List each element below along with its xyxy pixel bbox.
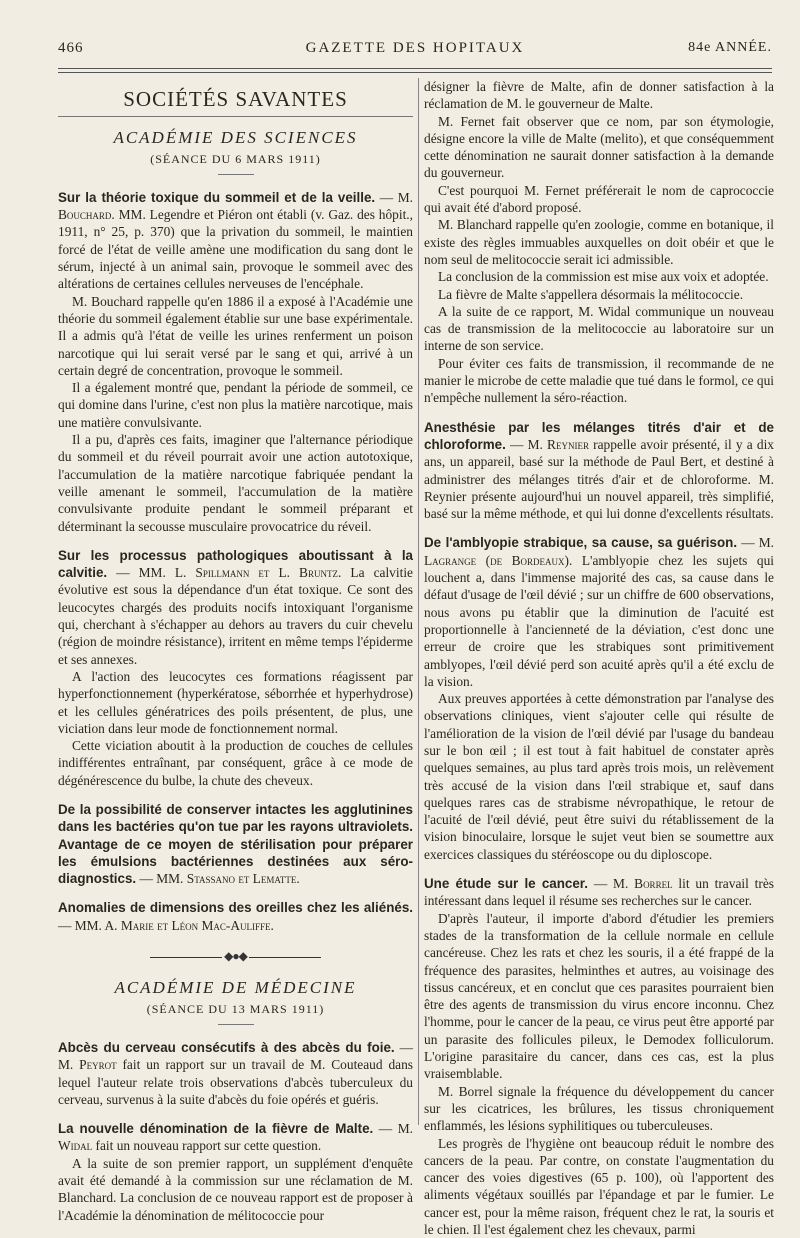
paragraph: La calvitie évolutive est sous la dépendance d'un état toxique. Ce sont des leucocytes chargés des produits nocifs intoxiquant l'organisme qui, cherchant à s'échapper au dehors au travers du cuir chevelu (région de moindre résistance), irritent en même temps l'épiderme et ses annexes. bbox=[58, 565, 413, 667]
article-author: — M. Peyrot bbox=[58, 1039, 413, 1073]
page-header bbox=[58, 40, 772, 60]
article-amblyopie bbox=[424, 534, 774, 863]
paragraph: rappelle avoir présenté, il y a dix ans, un appareil, basé sur la méthode de Paul Bert, et destiné à administrer des mélanges titrés d'air et de chloroforme. M. Reynier présente aujourd'hui un nouvel appareil, très simplifié, basé sur la même méthode, et qui lui donne d'excellents résultats. bbox=[424, 436, 775, 522]
paragraph: Pour éviter ces faits de transmission, il recommande de ne manier le microbe de cette maladie que tué dans le formol, ce qui n'empêche nullement la séro-réaction. bbox=[424, 355, 774, 406]
paragraph: désigner la fièvre de Malte, afin de donner satisfaction à la réclamation de M. le gouverneur de Malte. bbox=[424, 79, 774, 112]
article-author: — MM. Stassano et Lematte. bbox=[139, 871, 300, 887]
year-label: 84e ANNÉE. bbox=[688, 40, 772, 55]
article-heading: Sur la théorie toxique du sommeil et de la veille. bbox=[58, 189, 376, 205]
article-author: — M. Reynier bbox=[510, 436, 589, 452]
divider bbox=[218, 1024, 254, 1025]
paragraph: La conclusion de la commission est mise aux voix et adoptée. bbox=[438, 269, 769, 285]
article-author: — MM. L. Spillmann et L. Bruntz. bbox=[116, 565, 342, 581]
paragraph: L'amblyopie chez les sujets qui louchent a, dans l'immense majorité des cas, sa cause dans le défaut d'usage de l'œil dévié ; sur un chiffre de 600 observations, nous avons pu établir que la diminution de l'acuité est proportionnelle à l'ancienneté de la déviation, c'est donc une erreur de croire que les strabiques sont primitivement amblyopes, l'œil dévié perd son acuité après qu'il a été exclu de la vision. bbox=[424, 552, 774, 689]
divider bbox=[218, 174, 254, 175]
article-calvitie bbox=[58, 547, 413, 789]
article-heading: La nouvelle dénomination de la fièvre de Malte. bbox=[58, 1121, 374, 1137]
paragraph: MM. Legendre et Piéron ont établi (v. Gaz. des hôpit., 1911, n° 25, p. 370) que la privation du sommeil, le maintien forcé de l'état de veille amène une modification du sang dont le sérum, injecté à un animal sain, provoque le sommeil avec des altérations de certaines cellules nerveuses de l'encéphale. bbox=[58, 207, 413, 292]
paragraph: D'après l'auteur, il importe d'abord d'étudier les premiers stades de la transformation de la cellule normale en cellule cancéreuse. Chez les rats et chez les souris, il a été frappé de la fréquence des parasites, helminthes et autres, au voisinage des tissus cancéreux, et en conclut que ces parasites pourraient bien être des agents de transmission du virus encore inconnu. Chez l'homme, pour le cancer de la peau, ce virus peut être apporté par un parasite des follicules pileux, le Demodex folliculorum. L'origine parasitaire du cancer, dans ces cas, est la plus vraisemblable. bbox=[424, 910, 774, 1082]
article-fievre-malte bbox=[58, 1120, 413, 1224]
paragraph: A l'action des leucocytes ces formations réagissent par hyperfonctionnement (hyperkératose, séborrhée et hyperhydrose) et les cellules génératrices des poils présentent, de plus, une viciation dans leur mode de fonctionnement normal. bbox=[58, 668, 413, 736]
article-author: M. Bouchard. bbox=[58, 189, 414, 223]
paragraph: M. Blanchard rappelle qu'en zoologie, comme en botanique, il existe des règles immuables auxquelles on doit obéir et que le nom seul de melitococcie serait ici admissible. bbox=[424, 217, 774, 267]
article-fievre-malte-cont bbox=[424, 78, 774, 407]
paragraph: Aux preuves apportées à cette démonstration par l'analyse des observations cliniques, vient s'ajouter celle qui résulte de l'amélioration de la vision de l'œil dévié par l'usage du bandeau sur le bon œil ; il est tout à fait habituel de constater après quelques semaines, au plus tard après trois mois, un relèvement très accusé de la vision dans l'œil strabique et, sauf dans quelques rares cas de strabisme névropathique, le retour de l'acuité de l'œil dévié, peut être suivi du rétablissement de la vision binoculaire, lorsque le sujet veut bien se soumettre aux exercices classiques du stéréoscope ou du diploscope. bbox=[424, 691, 774, 862]
paragraph: La fièvre de Malte s'appellera désormais la mélitococcie. bbox=[438, 286, 744, 302]
article-author: — M. Widal bbox=[58, 1121, 413, 1154]
page-number: 466 bbox=[58, 40, 84, 56]
paragraph: Il a également montré que, pendant la période de sommeil, ce qui domine dans l'urine, c'est non plus la matière narcotique, mais une matière convulsivante. bbox=[58, 380, 413, 430]
right-column bbox=[424, 78, 774, 1238]
left-column bbox=[58, 78, 413, 1224]
journal-title: GAZETTE DES HOPITAUX bbox=[305, 40, 525, 56]
article-author: — M. Borrel bbox=[593, 876, 673, 892]
article-abces bbox=[58, 1039, 413, 1108]
paragraph: fait un nouveau rapport sur cette question. bbox=[95, 1138, 322, 1154]
article-author: — M. Lagrange (de Bordeaux). bbox=[424, 535, 774, 568]
paragraph: A la suite de son premier rapport, un supplément d'enquête avait été demandé à la commission sur une réclamation de M. Blanchard. La conclusion de ce nouveau rapport est de proposer à l'Académie la dénomination de mélitococcie pour bbox=[58, 1155, 413, 1223]
article-agglutinines bbox=[58, 801, 413, 887]
paragraph: lit un travail très intéressant dans lequel il résume ses recherches sur le cancer. bbox=[424, 876, 774, 909]
paragraph: Il a pu, d'après ces faits, imaginer que l'alternance périodique du sommeil et du réveil pourrait avoir une action autotoxique, l'accumulation de la matière narcotique fabriquée pendant la veille amenant le sommeil, l'accumulation de la matière convulsivante produite pendant le sommeil préparant et déterminant la secousse musculaire provocatrice du réveil. bbox=[58, 432, 413, 534]
article-heading: Abcès du cerveau consécutifs à des abcès du foie. bbox=[58, 1039, 395, 1055]
article-heading: De la possibilité de conserver intactes les agglutinines dans les bactéries qu'on tue par les rayons ultraviolets. Avantage de ce moyen de stérilisation pour préparer les émulsions bactériennes destinées aux séro-diagnostics. bbox=[58, 801, 413, 887]
section-title: SOCIÉTÉS SAVANTES bbox=[123, 87, 348, 111]
paragraph: M. Fernet fait observer que ce nom, par son étymologie, désigne encore la ville de Malte (melito), et que conséquemment cette dénomination ne saurait donner satisfaction à la demande du gouverneur. bbox=[424, 113, 774, 181]
article-oreilles bbox=[58, 899, 413, 934]
paragraph: Cette viciation aboutit à la production de couches de cellules indifférentes entraînant, par conséquent, grâce à ce mode de dégénérescence du bulbe, la chute des cheveux. bbox=[58, 738, 413, 788]
article-heading: De l'amblyopie strabique, sa cause, sa guérison. bbox=[424, 535, 738, 551]
paragraph: A la suite de ce rapport, M. Widal communique un nouveau cas de transmission de la melitococcie au laboratoire sur un interne de son service. bbox=[424, 303, 774, 354]
article-heading: Anesthésie par les mélanges titrés d'air et de chloroforme. bbox=[424, 419, 774, 452]
header-rule bbox=[58, 68, 772, 69]
article-heading: Une étude sur le cancer. bbox=[424, 876, 588, 892]
paragraph: M. Bouchard rappelle qu'en 1886 il a exposé à l'Académie une théorie du sommeil également établie sur une base expérimentale. Il a admis qu'à l'état de veille les urines renferment un poison narcotique qui lui serait versé par le sang et qui, arrivé à un certain degré de concentration, provoque le sommeil. bbox=[58, 293, 413, 378]
article-heading: Sur les processus pathologiques aboutissant à la calvitie. bbox=[58, 547, 413, 581]
ornament-divider: ◆●◆ bbox=[58, 948, 413, 965]
academy-title: ACADÉMIE DE MÉDECINE bbox=[114, 978, 357, 998]
seance-date: (SÉANCE DU 13 MARS 1911) bbox=[146, 1001, 325, 1016]
paragraph: C'est pourquoi M. Fernet préférerait le nom de caprococcie qui avait été d'abord proposé. bbox=[424, 182, 774, 216]
paragraph: Les progrès de l'hygiène ont beaucoup réduit le nombre des cancers de la peau. Par contre, on constate l'augmentation du cancer des voies digestives (65 p. 100), où l'apportent des aliments végétaux souillés par l'épandage et par le fumier. Le cancer est, pour la même raison, fréquent chez le rat, la souris et le chien. Il l'est également chez les chevaux, parmi bbox=[424, 1135, 774, 1237]
article-heading: Anomalies de dimensions des oreilles chez les aliénés. bbox=[58, 900, 413, 916]
article-cancer bbox=[424, 875, 774, 1238]
academy-title: ACADÉMIE DES SCIENCES bbox=[113, 128, 358, 148]
header-rule-double bbox=[58, 72, 772, 73]
article-anesthesie bbox=[424, 419, 774, 523]
article-sommeil: Sur la théorie toxique du sommeil et de la veille. — M. Bouchard. MM. Legendre et Piéron ont établi (v. Gaz. des hôpit., 1911, n° 25, p. 370) que la privation du sommeil, le maintien forcé de l'état de veille amène une modification du sang dont le sérum, injecté à un animal sain, provoque le sommeil avec des altérations de certaines cellules nerveuses de l'encéphale. M. Bouchard rappelle qu'en 1886 il a exposé à l'Académie une théorie du sommeil également établie sur une base expérimentale. Il a admis qu'à l'état de veille les urines renferment un poison narcotique qui lui serait versé par le sang et qui, arrivé à un certain degré de concentration, provoque le sommeil. Il a également montré que, pendant la période de sommeil, ce qui domine dans l'urine, c'est non plus la matière narcotique, mais une matière convulsivante. Il a pu, d'après ces faits, imaginer que l'alternance périodique du sommeil et du réveil pourrait avoir une action autotoxique, l'accumulation de la matière narcotique fabriquée pendant la veille amenant le sommeil, l'accumulation de la matière convulsivante produite pendant le sommeil préparant et déterminant la secousse musculaire provocatrice du réveil. bbox=[58, 189, 414, 534]
article-author: — MM. A. Marie et Léon Mac-Auliffe. bbox=[58, 917, 274, 933]
column-divider bbox=[418, 78, 419, 1125]
paragraph: M. Borrel signale la fréquence du développement du cancer sur les cicatrices, les brûlures, les tissus chroniquement enflammés, les lésions syphilitiques ou tuberculeuses. bbox=[424, 1083, 774, 1134]
paragraph: fait un rapport sur un travail de M. Couteaud dans lequel l'auteur relate trois observations d'abcès tuberculeux du cerveau, survenus à la suite d'abcès du foie opérés et guéris. bbox=[58, 1057, 413, 1107]
seance-date: (SÉANCE DU 6 MARS 1911) bbox=[150, 151, 321, 166]
section-rule bbox=[58, 116, 413, 117]
